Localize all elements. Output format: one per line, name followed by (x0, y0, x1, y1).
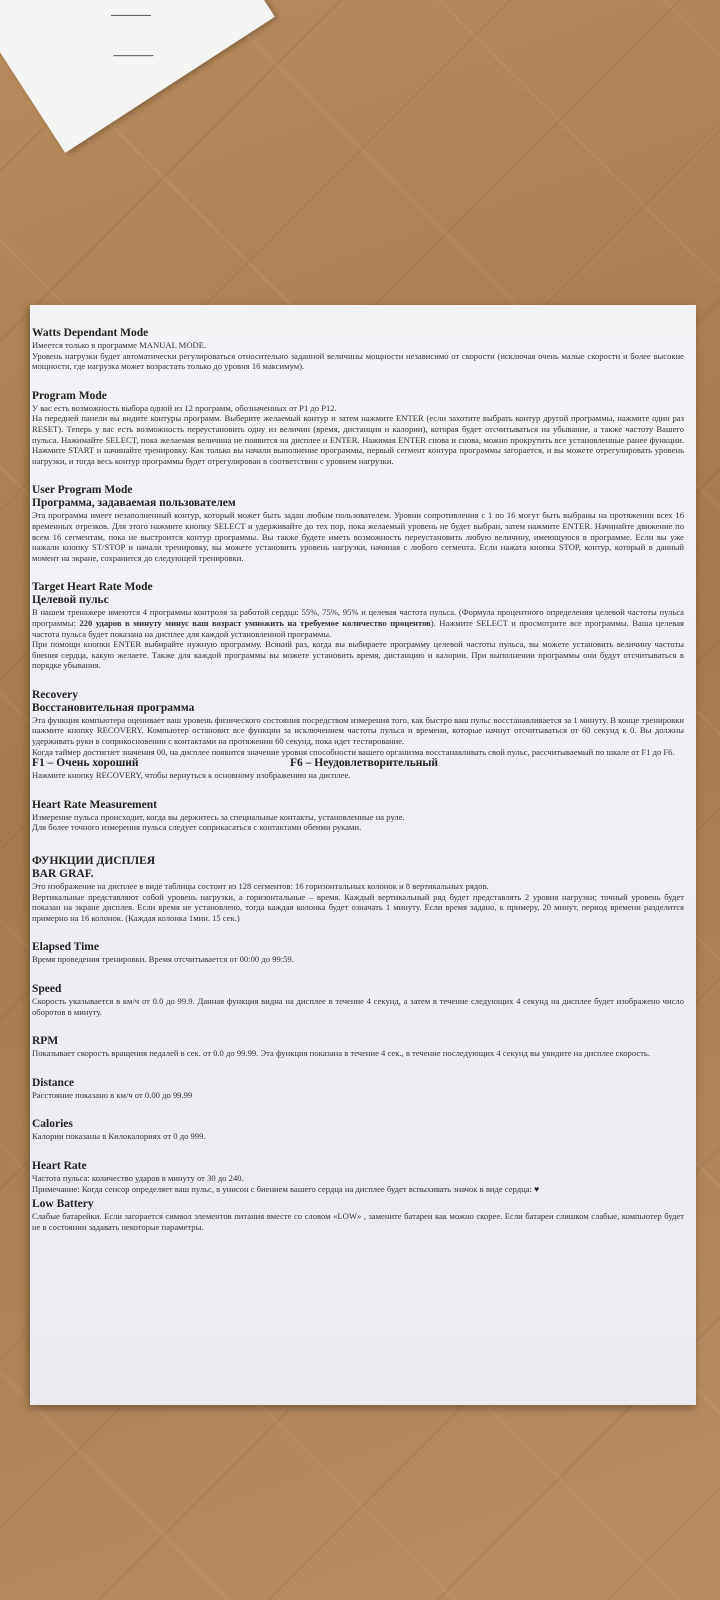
section-paragraph: Эта функция компьютера оценивает ваш уровень физического состояния посредством измерения того, как быстро ваш пульс восстанавливается за 1 минуту. В конце тренировки нажмите кнопку RECOVERY. Компьютер остановит все функции за исключением частоты пульса и времени, которые начнут отсчитываться от 60 секунд к 0. Вы должны удерживать руки в соприкосновении с контактами на протяжении 60 секунд, пока идет тестирование. (32, 714, 684, 747)
section-subtitle: Целевой пульс (32, 594, 109, 607)
section-distance (32, 1077, 684, 1101)
section-paragraph: Это изображение на дисплее в виде таблицы состоит из 128 сегментов: 16 горизонтальных колонок и 8 вертикальных рядов. (32, 881, 489, 892)
section-paragraph: Когда таймер достигнет значения 00, на дисплее появится значение уровня способности вашего организма восстанавливать свой пульс, рассчитываемый по шкале от F1 до F6. (32, 746, 675, 757)
section-paragraph: Вертикальные представляют собой уровень нагрузки, а горизонтальные – время. Каждый вертикальный ряд будет представлять 2 уровня нагрузки; точный уровень будет показан на экране дисплея. Если время не установлено, тогда каждая колонка будет означать 1 минуту. Если время задано, к примеру, 20 минут, период времени разделится примерно на 16 колонок. (Каждая колонка 1мин. 15 сек.) (32, 891, 684, 923)
section-title: Low Battery (32, 1198, 94, 1211)
section-paragraph: Показывает скорость вращения педалей в сек. от 0.0 до 99.99. Эта функция показана в течение 4 сек., в течение последующих 4 секунд вы увидите на дисплее скорость. (32, 1048, 650, 1059)
recovery-f1-label: F1 – Очень хороший (32, 757, 139, 770)
recovery-f6-label: F6 – Неудовлетворительный (290, 757, 439, 770)
section-paragraph: На передней панели вы видите контуры программ. Выберите желаемый контур и затем нажмите ENTER (если захотите выбрать контур другой программы, нажмите один раз RESET). Теперь у вас есть возможность переустановить одну из величин (время, дистанция и калории), которая будет отсчитываться на убывание, а также частоту Вашего пульса. Нажимайте SELECT, пока желаемая величина не появится на дисплее и ENTER. Нажимая ENTER снова и снова, можно прокрутить все установленные ранее функции. Нажмите START и начинайте тренировку. Как только вы начали выполнение программы, первый сегмент контура программы загорается, и вы можете отрегулировать уровень нагрузки, и тогда весь контур программы будет отрегулирован в соответствии с уровнем нагрузки. (32, 413, 684, 466)
section-paragraph: Частота пульса: количество ударов в минуту от 30 до 240. (32, 1172, 244, 1183)
section-title: Distance (32, 1076, 75, 1089)
background-paper-sheet (0, 0, 275, 153)
section-paragraph: Уровень нагрузки будет автоматически регулироваться относительно заданной величины мощности независимо от скорости (исключая очень малые скорости и более высокие мощности, где нагрузка может возрастать только до уровня 16 максимум). (32, 350, 684, 372)
section-low-battery (32, 1198, 684, 1232)
section-title: Recovery (32, 688, 78, 701)
section-paragraph: Имеется только в программе MANUAL MODE. (32, 340, 207, 350)
formula-text: 220 ударов в минуту минус ваш возраст умножить на требуемое количество процентов (79, 617, 431, 628)
section-title: ФУНКЦИИ ДИСПЛЕЯ (32, 855, 156, 868)
section-user-program-mode (32, 484, 684, 563)
section-paragraph (32, 607, 684, 639)
section-subtitle: Восстановительная программа (32, 701, 195, 714)
document-sheet (30, 305, 696, 1405)
paragraph-text: ). Нажмите SELECT и просмотрите все программы. Ваша целевая частота пульса будет показана на дисплее для каждой установленной программы. (32, 617, 684, 639)
section-subtitle: BAR GRAF. (32, 868, 94, 881)
section-title: RPM (32, 1035, 59, 1048)
paragraph-text: Примечание: Когда сенсор определяет ваш пульс, в унисон с биением вашего сердца на дисплее будет вспыхивать значок в виде сердца: (32, 1183, 532, 1194)
recovery-scale (32, 757, 684, 770)
section-title: Target Heart Rate Mode (32, 581, 153, 594)
section-title: User Program Mode (32, 484, 133, 497)
section-calories (32, 1118, 684, 1142)
section-title: Watts Dependant Mode (32, 327, 149, 339)
section-title: Heart Rate Measurement (32, 798, 157, 811)
section-paragraph: Слабые батарейки. Если загорается символ элементов питания вместе со словом «LOW» , замените батареи как можно скорее. Если батареи слишком слабые, компьютер будет не в состоянии задавать некоторые параметры. (32, 1211, 684, 1232)
section-elapsed-time (32, 941, 684, 965)
section-speed (32, 983, 684, 1017)
section-title: Heart Rate (32, 1159, 87, 1172)
paragraph-text: В нашем тренажере имеются 4 программы контроля за работой сердца: 55%, 75%, 95% и целевая частота пульса. (Формула процентного определения целевой частоты пульса программы: (32, 607, 684, 628)
section-paragraph: Время проведения тренировки. Время отсчитывается от 00:00 до 99:59. (32, 954, 294, 965)
section-paragraph: Для более точного измерения пульса следует соприкасаться с контактами обеими руками. (32, 822, 362, 833)
section-watts-mode (32, 327, 684, 372)
section-paragraph: У вас есть возможность выбора одной из 12 программ, обозначенных от P1 до P12. (32, 402, 337, 413)
section-heart-rate-measurement (32, 799, 684, 833)
corner-paper-line (113, 55, 153, 56)
section-heart-rate (32, 1160, 684, 1194)
heart-icon: ♥ (534, 1183, 540, 1194)
section-paragraph: Нажмите кнопку RECOVERY, чтобы вернуться к основному изображению на дисплее. (32, 770, 351, 781)
document-content (32, 327, 684, 1232)
section-program-mode (32, 390, 684, 467)
section-title: Elapsed Time (32, 941, 99, 954)
section-paragraph: Измерение пульса происходит, когда вы держитесь за специальные контакты, установленные на руле. (32, 811, 405, 822)
section-paragraph (32, 1184, 684, 1195)
section-paragraph: Эта программа имеет незаполненный контур, который может быть задан любым пользователем. Уровни сопротивления с 1 по 16 могут быть выбраны на протяжении всех 16 временных отрезков. Для этого нажмите кнопку SELECT и удерживайте до тех пор, пока желаемый уровень не будет выбран, затем нажмите ENTER. Начинайте движение по всем 16 сегментам, пока не выстроится контур программы. Вы также будете иметь возможность переустановить любую величину, имеющуюся в программе. Если вы уже нажали кнопку ST/STOP и начали тренировку, вы можете установить уровень нагрузки, начиная с любого сегмента. Если нажата кнопка STOP, контур, который в данный момент на экране, сохранится до следующей тренировки. (32, 510, 684, 563)
section-subtitle: Программа, задаваемая пользователем (32, 497, 236, 510)
section-recovery (32, 689, 684, 781)
section-title: Program Mode (32, 389, 107, 402)
section-rpm (32, 1035, 684, 1059)
section-paragraph: Калории показаны в Килокалориях от 0 до 999. (32, 1131, 206, 1142)
corner-paper-line (111, 15, 151, 16)
section-target-heart-rate (32, 581, 684, 671)
section-paragraph: Скорость указывается в км/ч от 0.0 до 99.9. Данная функция видна на дисплее в течение 4 секунд, а затем в течение следующих 4 секунд на дисплее будет изображено число оборотов в минуту. (32, 996, 684, 1017)
section-title: Calories (32, 1118, 73, 1131)
section-display-functions (32, 855, 684, 923)
section-paragraph: При помощи кнопки ENTER выбирайте нужную программу. Всякий раз, когда вы выбираете программу целевой частоты пульса, вы можете установить величину частоты биения сердца, какую желаете. Также для каждой программы вы можете установить время, дистанцию и калории. При выполнении программы они будут отсчитываться в порядке убывания. (32, 639, 684, 671)
section-paragraph: Расстояние показано в км/ч от 0.00 до 99.99 (32, 1089, 193, 1100)
section-title: Speed (32, 983, 62, 995)
